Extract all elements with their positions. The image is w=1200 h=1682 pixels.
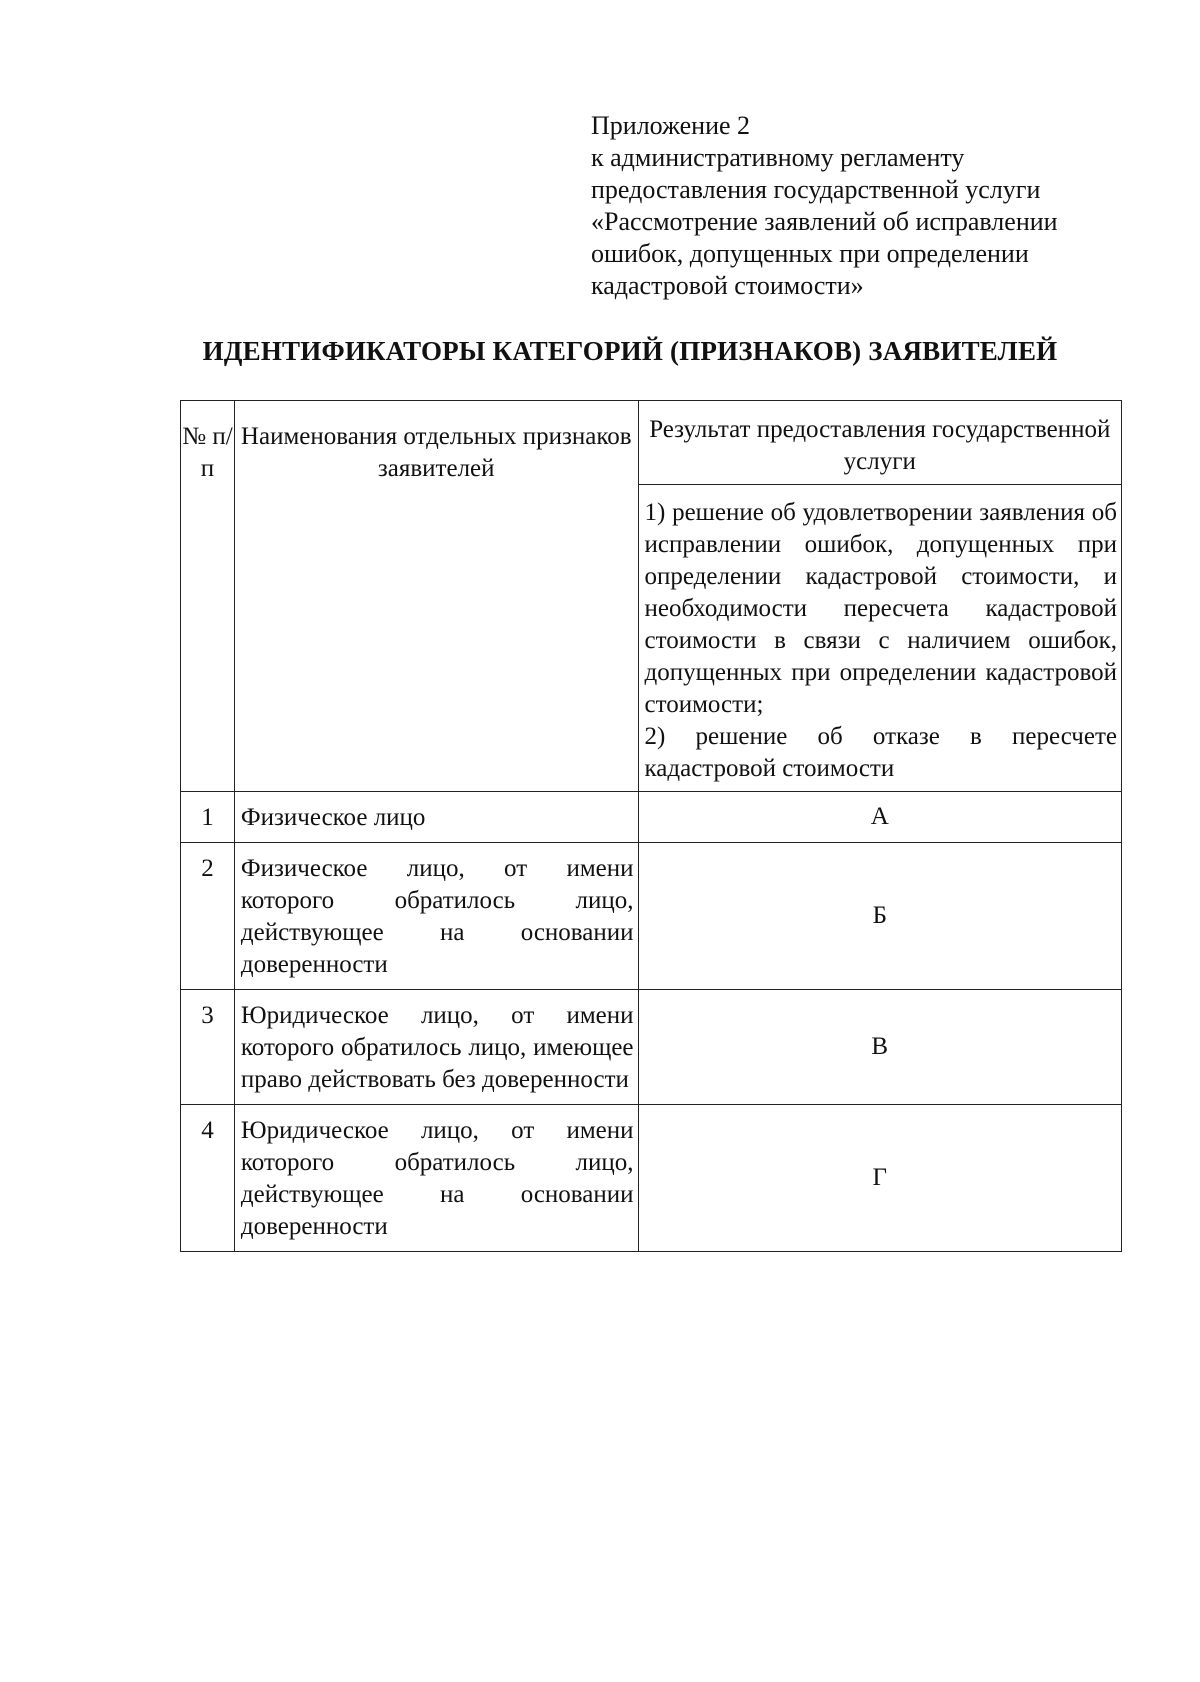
result-item-1: 1) решение об удовлетворении заявления об исправлении ошибок, допущенных при определении кадастровой стоимости, и необходимости пересчета кадастровой стоимости в связи с наличием ошибок, допущенных при определении кадастровой стоимости; xyxy=(644,499,1117,718)
appendix-line: предоставления государственной услуги xyxy=(591,175,1041,204)
row-identifier: А xyxy=(638,792,1121,843)
row-identifier: Б xyxy=(638,843,1121,990)
table-header-row xyxy=(181,401,1122,485)
applicant-categories-table xyxy=(180,400,1122,1252)
row-identifier: Г xyxy=(638,1105,1121,1252)
table-row xyxy=(181,792,1122,843)
appendix-line: ошибок, допущенных при определении xyxy=(591,239,1029,268)
appendix-line: Приложение 2 xyxy=(591,111,751,140)
row-identifier: В xyxy=(638,990,1121,1105)
header-name: Наименования отдельных признаков заявителей xyxy=(234,401,638,792)
row-applicant-name: Физическое лицо xyxy=(234,792,638,843)
appendix-line: к административному регламенту xyxy=(591,143,965,172)
table-row xyxy=(181,1105,1122,1252)
document-title: ИДЕНТИФИКАТОРЫ КАТЕГОРИЙ (ПРИЗНАКОВ) ЗАЯВИТЕЛЕЙ xyxy=(202,336,1058,366)
row-number: 3 xyxy=(181,990,235,1105)
header-result-detail xyxy=(638,485,1121,792)
row-number: 4 xyxy=(181,1105,235,1252)
row-applicant-name: Физическое лицо, от имени которого обратилось лицо, действующее на основании доверенности xyxy=(234,843,638,990)
appendix-line: кадастровой стоимости» xyxy=(591,271,864,300)
appendix-block xyxy=(591,110,1151,302)
row-number: 2 xyxy=(181,843,235,990)
header-result: Результат предоставления государственной услуги xyxy=(638,401,1121,485)
row-applicant-name: Юридическое лицо, от имени которого обратилось лицо, имеющее право действовать без доверенности xyxy=(234,990,638,1105)
table-row xyxy=(181,843,1122,990)
row-number: 1 xyxy=(181,792,235,843)
header-number: № п/п xyxy=(181,401,235,792)
row-applicant-name: Юридическое лицо, от имени которого обратилось лицо, действующее на основании доверенности xyxy=(234,1105,638,1252)
table-row xyxy=(181,990,1122,1105)
result-item-2: 2) решение об отказе в пересчете кадастровой стоимости xyxy=(644,723,1117,782)
appendix-line: «Рассмотрение заявлений об исправлении xyxy=(591,207,1058,236)
